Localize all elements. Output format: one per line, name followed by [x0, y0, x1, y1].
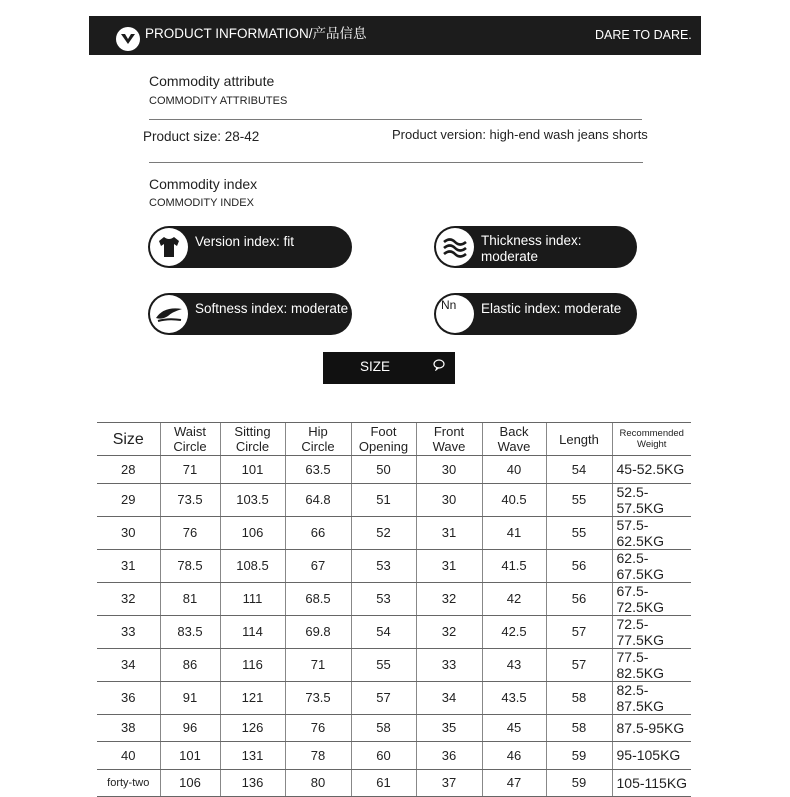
size-section-button [323, 352, 455, 384]
table-cell: 58 [546, 681, 612, 714]
table-cell: 57.5-62.5KG [612, 516, 691, 549]
chevron-down-icon [120, 32, 136, 46]
table-cell: 67.5-72.5KG [612, 582, 691, 615]
table-row [97, 456, 691, 484]
table-cell: 56 [546, 582, 612, 615]
table-cell: 116 [220, 648, 285, 681]
table-cell: 55 [546, 516, 612, 549]
table-cell: 105-115KG [612, 769, 691, 797]
column-header: Sitting Circle [220, 423, 285, 456]
index-title: Commodity index [149, 176, 258, 192]
table-cell: 33 [416, 648, 482, 681]
column-header: Recommended Weight [612, 423, 691, 456]
table-cell: 56 [546, 549, 612, 582]
table-row [97, 483, 691, 516]
table-cell: 46 [482, 742, 546, 770]
table-cell: 30 [416, 483, 482, 516]
column-header: Back Wave [482, 423, 546, 456]
table-cell: 106 [220, 516, 285, 549]
table-cell: 40 [482, 456, 546, 484]
thickness-index-value: moderate [481, 249, 539, 264]
header-title: PRODUCT INFORMATION/产品信息 [145, 26, 367, 41]
table-cell: 103.5 [220, 483, 285, 516]
size-chart-body [97, 456, 691, 797]
table-cell: 31 [416, 516, 482, 549]
column-header: Length [546, 423, 612, 456]
table-cell: 36 [97, 681, 160, 714]
table-cell: 77.5-82.5KG [612, 648, 691, 681]
table-cell: 40.5 [482, 483, 546, 516]
table-cell: 55 [351, 648, 416, 681]
table-cell: 47 [482, 769, 546, 797]
table-cell: 42.5 [482, 615, 546, 648]
version-index-label: Version index: fit [195, 234, 295, 249]
table-cell: 33 [97, 615, 160, 648]
table-cell: 53 [351, 549, 416, 582]
table-cell: 131 [220, 742, 285, 770]
table-cell: 34 [416, 681, 482, 714]
speech-bubble-icon [433, 358, 445, 376]
table-cell: 86 [160, 648, 220, 681]
table-cell: 101 [220, 456, 285, 484]
table-cell: 87.5-95KG [612, 714, 691, 742]
table-cell: 76 [160, 516, 220, 549]
table-cell: 126 [220, 714, 285, 742]
table-cell: 91 [160, 681, 220, 714]
version-index-pill [148, 226, 352, 268]
table-cell: 31 [416, 549, 482, 582]
table-cell: 41.5 [482, 549, 546, 582]
stretch-icon: Nn [436, 295, 474, 333]
table-cell: 57 [351, 681, 416, 714]
table-cell: 95-105KG [612, 742, 691, 770]
table-cell: 53 [351, 582, 416, 615]
table-cell: forty-two [97, 769, 160, 797]
tshirt-icon [150, 228, 188, 266]
table-cell: 83.5 [160, 615, 220, 648]
table-cell: 55 [546, 483, 612, 516]
table-row [97, 516, 691, 549]
table-row [97, 615, 691, 648]
table-cell: 81 [160, 582, 220, 615]
table-header-row [97, 423, 691, 456]
table-cell: 61 [351, 769, 416, 797]
table-cell: 73.5 [285, 681, 351, 714]
table-row [97, 769, 691, 797]
table-cell: 34 [97, 648, 160, 681]
table-cell: 80 [285, 769, 351, 797]
table-cell: 111 [220, 582, 285, 615]
table-cell: 59 [546, 742, 612, 770]
table-cell: 114 [220, 615, 285, 648]
table-cell: 78.5 [160, 549, 220, 582]
table-row [97, 582, 691, 615]
table-cell: 43 [482, 648, 546, 681]
table-cell: 54 [546, 456, 612, 484]
table-cell: 121 [220, 681, 285, 714]
table-cell: 28 [97, 456, 160, 484]
table-cell: 101 [160, 742, 220, 770]
feather-icon [150, 295, 188, 333]
table-cell: 51 [351, 483, 416, 516]
table-cell: 59 [546, 769, 612, 797]
header-slogan: DARE TO DARE. [595, 28, 692, 42]
thickness-index-label: Thickness index: [481, 233, 582, 248]
table-cell: 32 [416, 615, 482, 648]
table-cell: 32 [97, 582, 160, 615]
table-cell: 60 [351, 742, 416, 770]
size-button-label: SIZE [360, 359, 391, 374]
table-cell: 41 [482, 516, 546, 549]
index-subtitle: COMMODITY INDEX [149, 197, 254, 209]
table-cell: 73.5 [160, 483, 220, 516]
table-cell: 37 [416, 769, 482, 797]
table-row [97, 714, 691, 742]
product-size: Product size: 28-42 [143, 129, 260, 144]
table-cell: 71 [160, 456, 220, 484]
elastic-index-pill [434, 293, 637, 335]
column-header: Waist Circle [160, 423, 220, 456]
divider [149, 162, 643, 163]
table-cell: 52.5-57.5KG [612, 483, 691, 516]
table-cell: 62.5-67.5KG [612, 549, 691, 582]
table-cell: 68.5 [285, 582, 351, 615]
table-cell: 42 [482, 582, 546, 615]
table-cell: 58 [546, 714, 612, 742]
table-cell: 69.8 [285, 615, 351, 648]
table-cell: 29 [97, 483, 160, 516]
brand-logo [116, 27, 140, 51]
softness-index-label: Softness index: moderate [195, 301, 349, 316]
table-cell: 136 [220, 769, 285, 797]
table-cell: 67 [285, 549, 351, 582]
table-cell: 78 [285, 742, 351, 770]
thickness-index-pill [434, 226, 637, 268]
softness-index-pill [148, 293, 352, 335]
table-cell: 63.5 [285, 456, 351, 484]
column-header: Front Wave [416, 423, 482, 456]
table-cell: 57 [546, 615, 612, 648]
table-cell: 30 [97, 516, 160, 549]
product-version: Product version: high-end wash jeans shorts [392, 127, 648, 142]
size-chart-table [97, 422, 691, 797]
column-header: Foot Opening [351, 423, 416, 456]
table-cell: 57 [546, 648, 612, 681]
table-cell: 66 [285, 516, 351, 549]
elastic-index-label: Elastic index: moderate [481, 301, 622, 316]
table-cell: 106 [160, 769, 220, 797]
table-cell: 45 [482, 714, 546, 742]
table-cell: 45-52.5KG [612, 456, 691, 484]
table-cell: 35 [416, 714, 482, 742]
table-cell: 58 [351, 714, 416, 742]
table-cell: 64.8 [285, 483, 351, 516]
table-cell: 72.5-77.5KG [612, 615, 691, 648]
table-cell: 52 [351, 516, 416, 549]
table-cell: 76 [285, 714, 351, 742]
table-row [97, 742, 691, 770]
table-cell: 50 [351, 456, 416, 484]
table-cell: 71 [285, 648, 351, 681]
table-cell: 82.5-87.5KG [612, 681, 691, 714]
attribute-subtitle: COMMODITY ATTRIBUTES [149, 95, 288, 107]
table-cell: 36 [416, 742, 482, 770]
table-cell: 108.5 [220, 549, 285, 582]
table-cell: 30 [416, 456, 482, 484]
table-cell: 32 [416, 582, 482, 615]
column-header: Hip Circle [285, 423, 351, 456]
table-row [97, 681, 691, 714]
table-cell: 40 [97, 742, 160, 770]
divider [149, 119, 642, 120]
column-header: Size [97, 423, 160, 456]
table-cell: 43.5 [482, 681, 546, 714]
table-row [97, 549, 691, 582]
table-cell: 96 [160, 714, 220, 742]
table-cell: 38 [97, 714, 160, 742]
table-cell: 54 [351, 615, 416, 648]
table-row [97, 648, 691, 681]
attribute-title: Commodity attribute [149, 73, 275, 89]
waves-icon [436, 228, 474, 266]
table-cell: 31 [97, 549, 160, 582]
